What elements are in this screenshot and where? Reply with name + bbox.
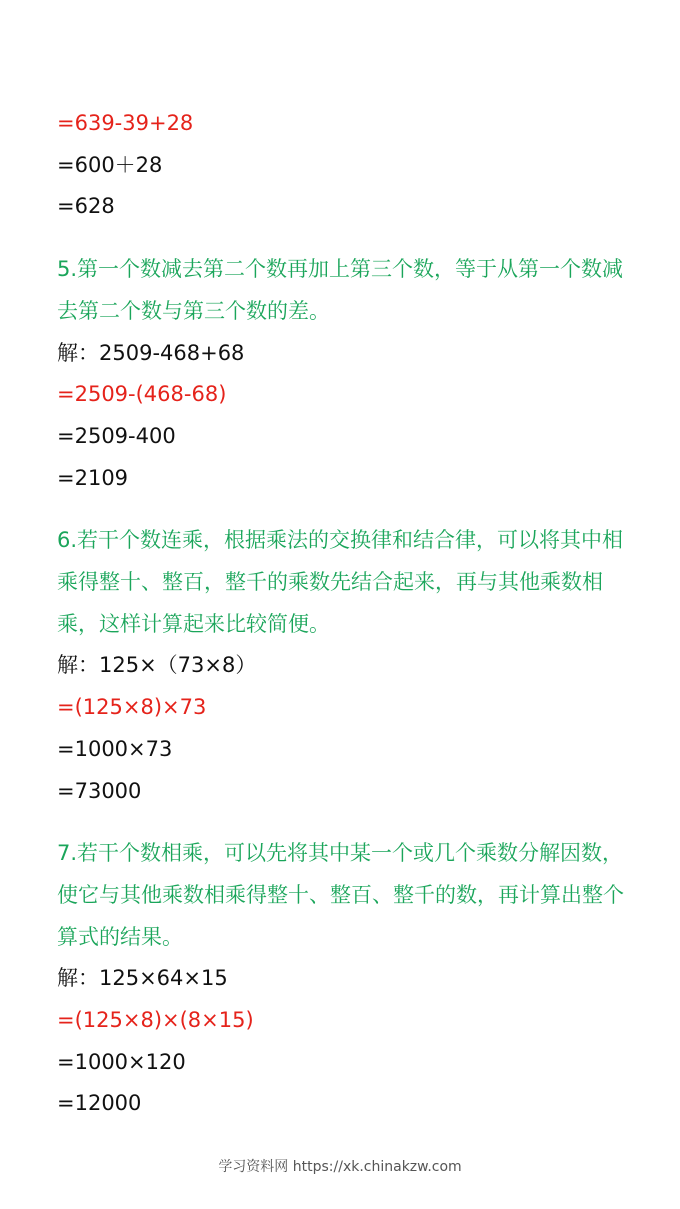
continued-solution [57,103,637,228]
calc-step: =73000 [57,778,142,803]
solution-line: 解：125×64×15 [57,966,228,991]
solution-line: 解：2509-468+68 [57,340,245,365]
calc-step: =12000 [57,1091,142,1116]
calc-step: =2109 [57,465,129,490]
calc-step: =600＋28 [57,152,163,177]
calc-step: =1000×120 [57,1049,186,1074]
document-page [57,103,637,1125]
calc-step: =(125×8)×(8×15) [57,1008,254,1033]
footer-source: 学习资料网 https://xk.chinakzw.com [218,1159,462,1175]
rule-text: 5.第一个数减去第二个数再加上第三个数，等于从第一个数减去第二个数与第三个数的差。 [57,257,624,323]
calc-step: =2509-400 [57,423,176,448]
rule-text: 7.若干个数相乘，可以先将其中某一个或几个乘数分解因数，使它与其他乘数相乘得整十、整百、整千的数，再计算出整个算式的结果。 [57,841,624,949]
calc-step: =2509-(468-68) [57,382,227,407]
solution-line: 解：125×（73×8） [57,653,257,678]
rule-text: 6.若干个数连乘，根据乘法的交换律和结合律，可以将其中相乘得整十、整百，整千的乘数先结合起来，再与其他乘数相乘，这样计算起来比较简便。 [57,528,624,636]
rule-block-7 [57,833,637,1125]
rule-block-5 [57,249,637,499]
rule-block-6 [57,520,637,812]
calc-step: =639-39+28 [57,111,194,135]
calc-step: =1000×73 [57,736,173,761]
calc-step: =(125×8)×73 [57,695,207,720]
calc-step: =628 [57,194,115,219]
